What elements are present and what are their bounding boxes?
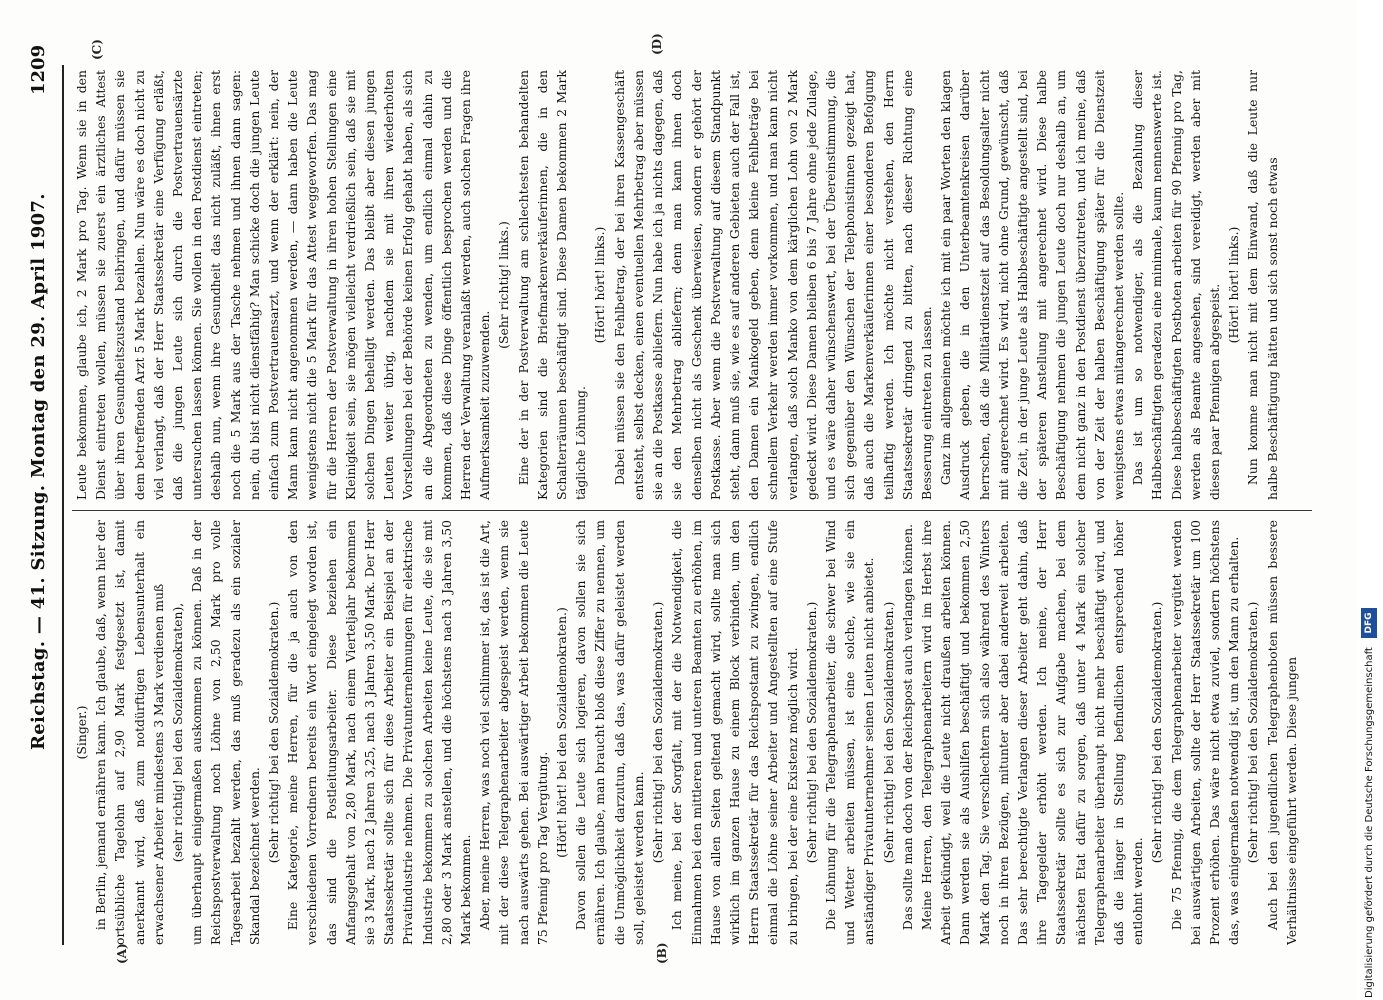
margin-marker-d: (D) [650,33,664,55]
page-header [0,0,70,1000]
interjection: (Sehr richtig! bei den Sozialdemokraten.) [1245,601,1261,864]
paragraph: Das sollte man doch von der Reichspost auch verlangen können. [899,523,915,931]
interjection: (Hört! hört! bei den Sozialdemokraten.) [554,607,570,858]
paragraph: Die Löhnung für die Telegraphenarbeiter, die schwer bei Wind und Wetter arbeiten müssen, ist eine solche, wie sie ein anständiger Privatunternehmer seinen Leuten nicht anbietet. [822,520,877,945]
paragraph: Aber, meine Herren, was noch viel schlimmer ist, das ist die Art, mit der diese Telegraphenarbeiter abgespeist werden, wenn sie nach auswärts gehen. Bei auswärtiger Arbeit bekommen die Leute 75 Pfennig pro Tag Vergütung. [477,520,550,945]
column-divider [72,510,1312,511]
paragraph: Die 75 Pfennig, die dem Telegraphenarbeiter vergütet werden bei auswärtigen Arbeiten, sollte der Herr Staatssekretär um 100 Prozent erhöhen. Das wäre nicht etwa zuviel, sondern höchstens das, was einigermaßen notwendig ist, um den Mann zu erhalten. [1168,520,1242,945]
speaker-name: (Singer.) [74,705,89,760]
paragraph: Ganz im allgemeinen möchte ich mit ein paar Worten den klagen Ausdruck geben, die in den Unterbeamtenkreisen darüber herrschen, daß die Militärdienstzeit auf das Besoldungsalter nicht mit angerechnet wird. Es wird, nicht ohne Grund, gewünscht, daß die Zeit, in der junge Leute als Halbbeschäftigte angestellt sind, bei der späteren Anstellung mit angerechnet wird. Diese halbe Beschäftigung nehmen die jungen Leute doch nur deshalb an, um dem nicht ganz in den Postdienst überzutreten, und ich meine, daß von der Zeit der halben Beschäftigung später für die Dienstzeit wenigstens etwas mitangerechnet werden sollte. [938,70,1126,500]
paragraph: Nun komme man nicht mit dem Einwand, daß die Leute nur halbe Beschäftigung hätten und sich sonst noch etwas [1245,70,1280,500]
paragraph: Eine der in der Postverwaltung am schlechtesten behandelten Kategorien sind die Briefmarkenverkäuferinnen, die in den Schalterräumen beschäftigt sind. Diese Damen bekommen 2 Mark tägliche Löhnung. [515,70,589,500]
interjection: (Sehr richtig! links.) [496,221,512,349]
header-rule [62,65,64,945]
margin-marker-c: (C) [90,39,104,60]
interjection: (Sehr richtig! bei den Sozialdemokraten.) [1149,601,1165,864]
interjection: (Sehr richtig! bei den Sozialdemokraten.) [266,601,282,864]
interjection: (sehr richtig! bei den Sozialdemokraten), [170,602,186,863]
paragraph: Dabei müssen sie den Fehlbetrag, der bei ihren Kassengeschäft entsteht, selbst decken, einen eventuellen Mehrbetrag aber müssen sie an die Postkasse abliefern. Nun habe ich ja nichts dagegen, daß sie den Mehrbetrag abliefern; denn man kann ihnen doch denselben nicht als Geschenk überweisen, sondern er gehört der Postkasse. Aber wenn die Postverwaltung auf diesem Standpunkt steht, dann muß sie, wie es auf anderen Gebieten auch der Fall ist, den Damen ein Mankogeld geben, denn kleine Fehlbeträge bei schnellem Verkehr werden immer vorkommen, und man kann nicht verlangen, daß solch Manko von dem kärglichen Lohn von 2 Mark gedeckt wird. Diese Damen bleiben 6 bis 7 Jahre ohne jede Zulage, und es wäre daher wünschenswert, bei der Übereinstimmung, die sich gegenüber den Wünschen der Telephonistinnen gezeigt hat, daß auch die Markenverkäuferinnen einer besonderen Befolgung teilhaftig werden. Ich möchte nicht verstehen, den Herrn Staatssekretär dringend zu bitten, nach dieser Richtung eine Besserung eintreten zu lassen. [611,70,934,500]
paragraph: Eine Kategorie, meine Herren, für die ja auch von den verschiedenen Vorrednern bereits ein Wort eingelegt worden ist, das sind die Postleitungsarbeiter. Diese beziehen ein Anfangsgehalt von 2,80 Mark, nach einem Vierteljahr bekommen sie 3 Mark, nach 2 Jahren 3,25, nach 3 Jahren 3,50 Mark. Der Herr Staatssekretär sollte sich für diese Arbeiter ein Beispiel an der Privatindustrie nehmen. Die Privatunternehmungen für elektrische Industrie bekommen zu solchen Arbeiten keine Leute, die sie mit 2,80 oder 3 Mark anstellen, und die höchstens nach 3 Jahren 3,50 Mark bekommen. [285,520,474,945]
right-column [72,70,1312,500]
paragraph: in Berlin, jemand ernähren kann. Ich glaube, daß, wenn hier der ortsübliche Tagelohn auf 2,90 Mark festgesetzt ist, damit anerkannt wird, daß zum notdürftigen Lebensunterhalt ein erwachsener Arbeiter mindestens 3 Mark verdienen muß [93,520,166,945]
page-number: 1209 [28,44,49,95]
margin-marker-b: (B) [655,942,669,964]
paragraph: um überhaupt einigermaßen auskommen zu können. Daß in der Reichspostverwaltung noch Löhne von 2,50 Mark pro volle Tagesarbeit bezahlt werden, das muß geradezu als ein sozialer Skandal bezeichnet werden. [189,520,262,945]
paragraph: Meine Herren, den Telegraphenarbeitern wird im Herbst ihre Arbeit gekündigt, weil die Leute nicht draußen arbeiten können. Dann werden sie als Aushilfen beschäftigt und bekommen 2,50 Mark den Tag. Sie verschlechtern sich also während des Winters noch in ihren Bezügen, mitunter aber dabei anderweit arbeiten. Das sehr berechtigte Verlangen dieser Arbeiter geht dahin, daß ihre Tagegelder erhöht werden. Ich meine, der Herr Staatssekretär sollte es sich zur Aufgabe machen, bei dem nächsten Etat dafür zu sorgen, daß unter 4 Mark ein solcher Telegraphenarbeiter überhaupt nicht mehr beschäftigt wird, und daß die länger in Stellung befindlichen entsprechend höher entlohnt werden. [918,520,1146,945]
paragraph: Das ist um so notwendiger, als die Bezahlung dieser Halbbeschäftigten geradezu eine minimale, kaum nennenswerte ist. Diese halbbeschäftigten Postboten arbeiten für 90 Pfennig pro Tag, werden als Beamte angesehen, sind vereidigt, werden aber mit diesen paar Pfennigen abgespeist. [1130,70,1222,500]
paragraph: Auch bei den jugendlichen Telegraphenboten müssen bessere Verhältnisse eingeführt werden. Diese jungen [1264,520,1299,945]
left-column [72,520,1312,945]
interjection: (Hört! hört! links.) [592,226,608,344]
running-title: Reichstag. — 41. Sitzung. Montag den 29. April 1907. [28,193,49,750]
interjection: (Sehr richtig! bei den Sozialdemokraten.) [880,601,896,864]
interjection: (Sehr richtig! bei den Sozialdemokraten.) [650,601,666,864]
interjection: (Sehr richtig! bei den Sozialdemokraten.) [803,601,819,864]
paragraph: Leute bekommen, glaube ich, 2 Mark pro Tag. Wenn sie in den Dienst eintreten wollen, müssen sie zuerst ein ärztliches Attest über ihren Gesundheitszustand beibringen, und dafür müssen sie dem betreffenden Arzt 5 Mark bezahlen. Nun wäre es doch nicht zu viel verlangt, daß der Herr Staatssekretär eine Verfügung erläßt, daß die jungen Leute sich durch die Postvertrauensärzte untersuchen lassen können. Sie wollen in den Postdienst eintreten; deshalb nun, wenn ihre Gesundheit das nicht zuläßt, ihnen erst noch die 5 Mark aus der Tasche nehmen und ihnen dann sagen: nein, du bist nicht dienstfähig? Man schicke doch die jungen Leute einfach zum Postvertrauensarzt, und wenn der erklärt: nein, der Mann kann nicht angenommen werden, — dann haben die Leute wenigstens nicht die 5 Mark für das Attest weggeworfen. Das mag für die Herren der Postverwaltung in ihren hohen Stellungen eine Kleinigkeit sein, sie mögen vielleicht verdrießlich sein, daß sie mit solchen Dingen behelligt werden. Das bleibt aber diesen jungen Leuten weiter übrig, nachdem sie mit ihren wiederholten Vorstellungen bei der Behörde keinen Erfolg gehabt haben, als sich an die Abgeordneten zu wenden, um endlich einmal dahin zu kommen, daß diese Dinge öffentlich besprochen werden und die Herren der Verwaltung veranlaßt werden, auch solchen Fragen ihre Aufmerksamkeit zuzuwenden. [74,70,493,500]
interjection: (Hört! hört! links.) [1226,226,1242,344]
margin-marker-a: (A) [115,943,129,964]
digitization-footer [1357,0,1383,1000]
paragraph: Davon sollen die Leute sich logieren, davon sollen sie sich ernähren. Ich glaube, man braucht bloß diese Ziffer zu nennen, um die Unmöglichkeit darzutun, daß das, was dafür geleistet werden soll, geleistet werden kann. [573,520,646,945]
paragraph: Ich meine, bei der Sorgfalt, mit der die Notwendigkeit, die Einnahmen bei den mittleren und unteren Beamten zu erhöhen, im Hause von allen Seiten geltend gemacht wird, sollte man sich wirklich im ganzen Hause zu einem Block verbinden, um den Herrn Staatssekretär für das Reichspostamt zu zwingen, endlich einmal die Löhne seiner Arbeiter und Angestellten auf eine Stufe zu bringen, bei der eine Existenz möglich wird. [669,520,800,945]
funding-notice: Digitalisierung gefördert durch die Deutsche Forschungsgemeinschaft [1364,647,1375,998]
dfg-logo: DFG [1361,608,1377,638]
